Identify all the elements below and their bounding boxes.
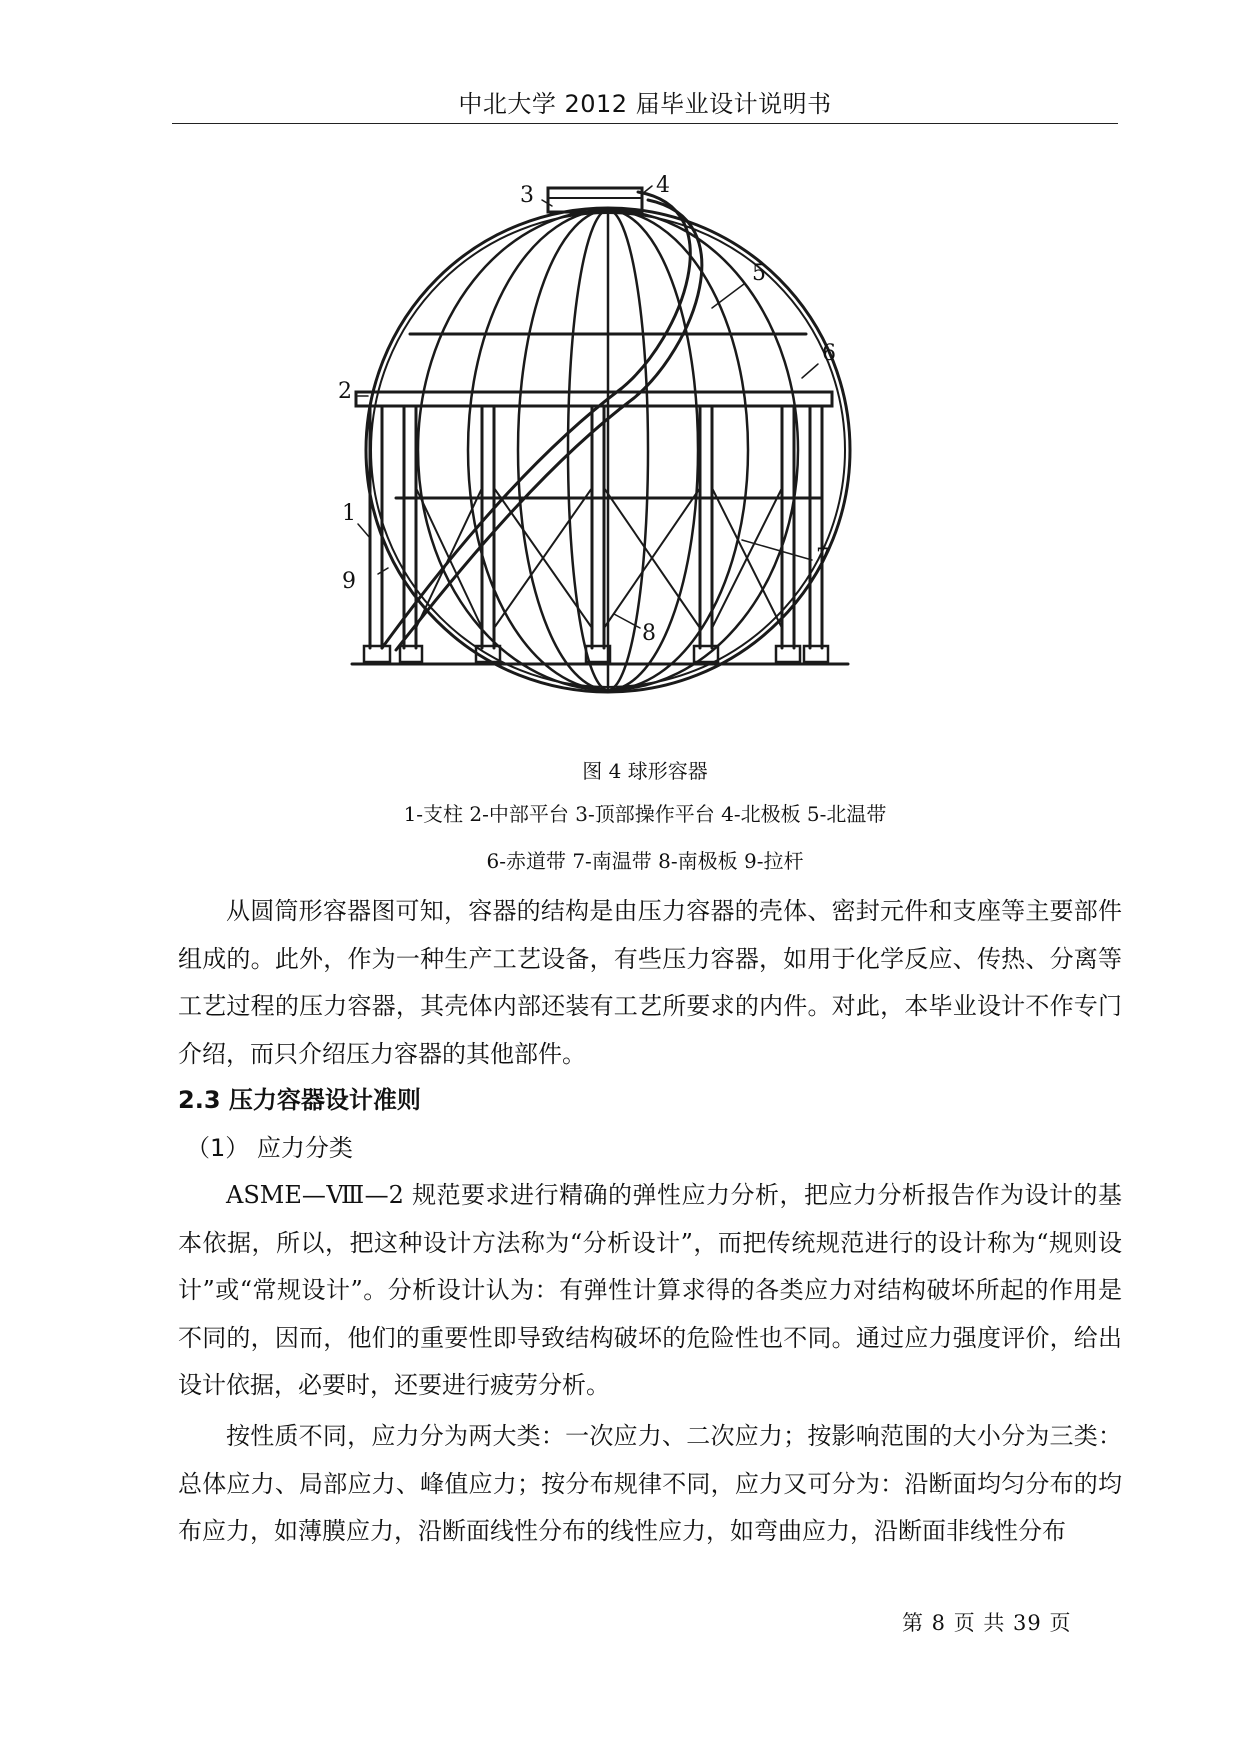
- spherical-vessel-drawing: [338, 173, 948, 740]
- callout-5: 5: [752, 261, 766, 286]
- page-header-title: 中北大学 2012 届毕业设计说明书: [458, 90, 832, 118]
- page-number-footer: 第 8 页 共 39 页: [902, 1611, 1072, 1635]
- spherical-vessel-figure: [338, 173, 948, 740]
- callout-6: 6: [822, 341, 836, 366]
- callout-2: 2: [338, 379, 352, 404]
- section-heading: 2.3 压力容器设计准则: [178, 1086, 421, 1114]
- callout-7: 7: [816, 545, 830, 570]
- figure-caption: 图 4 球形容器: [582, 759, 708, 783]
- figure-legend-line1: 1-支柱 2-中部平台 3-顶部操作平台 4-北极板 5-北温带: [403, 802, 887, 826]
- body-paragraph-3: 按性质不同，应力分为两大类：一次应力、二次应力；按影响范围的大小分为三类：总体应力、局部应力、峰值应力；按分布规律不同，应力又可分为：沿断面均匀分布的均布应力，如薄膜应力，沿断面线性分布的线性应力，如弯曲应力，沿断面非线性分布: [178, 1422, 1122, 1545]
- callout-8: 8: [642, 621, 656, 646]
- callout-4: 4: [656, 173, 670, 198]
- callout-3: 3: [520, 183, 534, 208]
- body-paragraph-1: 从圆筒形容器图可知，容器的结构是由压力容器的壳体、密封元件和支座等主要部件组成的。此外，作为一种生产工艺设备，有些压力容器，如用于化学反应、传热、分离等工艺过程的压力容器，其壳体内部还装有工艺所要求的内件。对此，本毕业设计不作专门介绍，而只介绍压力容器的其他部件。: [178, 897, 1122, 1068]
- figure-legend-line2: 6-赤道带 7-南温带 8-南极板 9-拉杆: [486, 849, 804, 873]
- body-paragraph-2: ASME—Ⅷ—2 规范要求进行精确的弹性应力分析，把应力分析报告作为设计的基本依据，所以，把这种设计方法称为“分析设计”，而把传统规范进行的设计称为“规则设计”或“常规设计”。分析设计认为：有弹性计算求得的各类应力对结构破坏所起的作用是不同的，因而，他们的重要性即导致结构破坏的危险性也不同。通过应力强度评价，给出设计依据，必要时，还要进行疲劳分析。: [178, 1181, 1122, 1399]
- callout-9: 9: [342, 569, 356, 594]
- callout-1: 1: [342, 501, 356, 526]
- header-rule: [172, 123, 1118, 124]
- subsection-heading: （1） 应力分类: [186, 1134, 353, 1162]
